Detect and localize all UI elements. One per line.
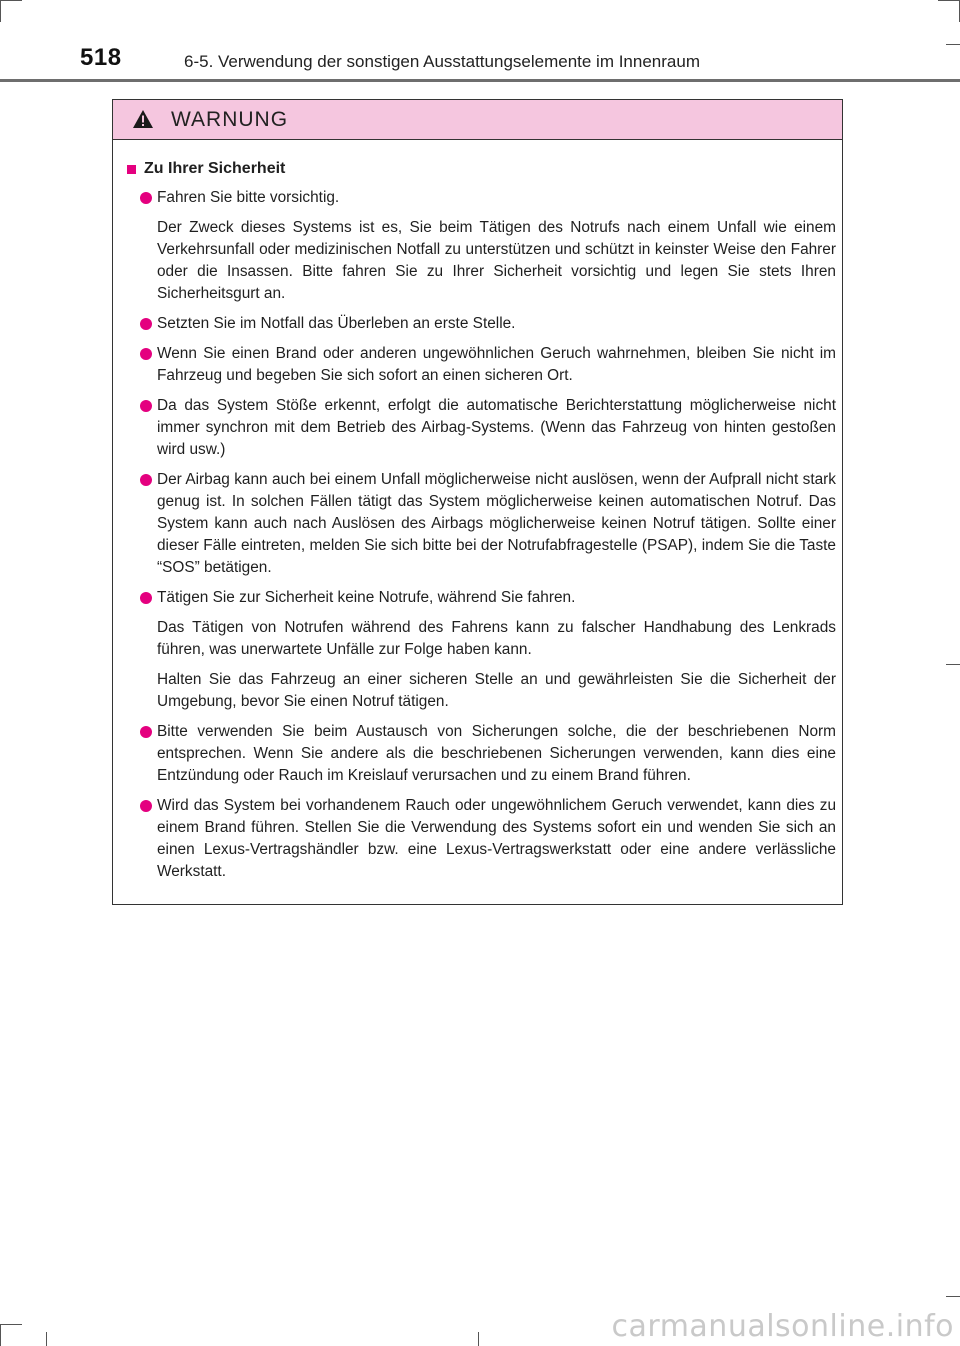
crop-mark	[478, 1332, 479, 1346]
crop-mark	[46, 1332, 47, 1346]
bullet-dot-icon	[140, 592, 152, 604]
bullet-dot-icon	[140, 348, 152, 360]
watermark: carmanualsonline.info	[611, 1309, 954, 1344]
section-heading	[123, 158, 836, 180]
page-header	[0, 0, 960, 84]
warning-header	[113, 100, 842, 140]
list-item-text: Tätigen Sie zur Sicherheit keine Notrufe, während Sie fahren.	[157, 589, 576, 606]
header-rule	[0, 79, 960, 82]
list-item	[123, 587, 836, 609]
list-item-text: Fahren Sie bitte vorsichtig.	[157, 189, 340, 206]
list-item	[123, 795, 836, 883]
list-item	[123, 395, 836, 461]
crop-mark	[946, 664, 960, 665]
square-bullet-icon	[127, 165, 136, 174]
bullet-dot-icon	[140, 318, 152, 330]
list-item	[123, 343, 836, 387]
crop-mark	[0, 1324, 1, 1346]
crop-mark	[0, 1324, 22, 1325]
warning-box	[112, 99, 843, 905]
warning-triangle-icon	[132, 109, 154, 129]
list-item-text: Da das System Stöße erkennt, erfolgt die automatische Berichterstattung möglicherweise nicht immer synchron mit dem Betrieb des Airbag-Systems. (Wenn das Fahrzeug von hinten gestoßen wird usw.)	[157, 397, 836, 458]
bullet-dot-icon	[140, 726, 152, 738]
list-item	[123, 469, 836, 579]
bullet-dot-icon	[140, 400, 152, 412]
crop-mark	[946, 1296, 960, 1297]
bullet-dot-icon	[140, 192, 152, 204]
list-item-text: Setzten Sie im Notfall das Überleben an erste Stelle.	[157, 315, 516, 332]
list-item-text: Der Airbag kann auch bei einem Unfall möglicherweise nicht auslösen, wenn der Aufprall nicht stark genug ist. In solchen Fällen tätigt das System möglicherweise keinen automatischen Notruf. Das System kann auch nach Auslösen des Airbags möglicherweise keinen Notruf tätigen. Sollte einer dieser Fälle eintreten, melden Sie sich bitte bei der Notrufabfragestelle (PSAP), indem Sie die Taste “SOS” betätigen.	[157, 471, 836, 576]
bullet-dot-icon	[140, 800, 152, 812]
list-item	[123, 721, 836, 787]
section-title: 6-5. Verwendung der sonstigen Ausstattungselemente im Innenraum	[184, 52, 700, 71]
page-number: 518	[80, 44, 122, 71]
warning-title: WARNUNG	[171, 108, 289, 131]
list-item-text: Bitte verwenden Sie beim Austausch von Sicherungen solche, die der beschriebenen Norm entsprechen. Wenn Sie andere als die beschriebenen Sicherungen verwenden, kann dies eine Entzündung oder Rauch im Kreislauf verursachen und zu einem Brand führen.	[157, 723, 836, 784]
list-item-text: Wird das System bei vorhandenem Rauch oder ungewöhnlichem Geruch verwendet, kann dies zu einem Brand führen. Stellen Sie die Verwendung des Systems sofort ein und wenden Sie sich an einen Lexus-Vertragshändler bzw. eine Lexus-Vertragswerkstatt oder eine andere verlässliche Werkstatt.	[157, 797, 836, 880]
list-item-paragraph: Halten Sie das Fahrzeug an einer sicheren Stelle an und gewährleisten Sie die Sicherheit der Umgebung, bevor Sie einen Notruf tätigen.	[157, 671, 836, 710]
list-item-paragraph: Der Zweck dieses Systems ist es, Sie beim Tätigen des Notrufs nach einem Unfall wie einem Verkehrsunfall oder medizinischen Notfall zu unterstützen und schützt in keinster Weise den Fahrer oder die Insassen. Bitte fahren Sie zu Ihrer Sicherheit vorsichtig und legen Sie stets Ihren Sicherheitsgurt an.	[157, 219, 836, 302]
warning-content	[113, 140, 844, 891]
bullet-dot-icon	[140, 474, 152, 486]
warning-list	[123, 187, 836, 883]
list-item-text: Wenn Sie einen Brand oder anderen ungewöhnlichen Geruch wahrnehmen, bleiben Sie nicht im Fahrzeug und begeben Sie sich sofort an einen sicheren Ort.	[157, 345, 836, 384]
section-heading-text: Zu Ihrer Sicherheit	[144, 160, 286, 177]
list-item	[123, 187, 836, 209]
list-item	[123, 313, 836, 335]
list-item-paragraph: Das Tätigen von Notrufen während des Fahrens kann zu falscher Handhabung des Lenkrads führen, was unerwartete Unfälle zur Folge haben kann.	[157, 619, 836, 658]
